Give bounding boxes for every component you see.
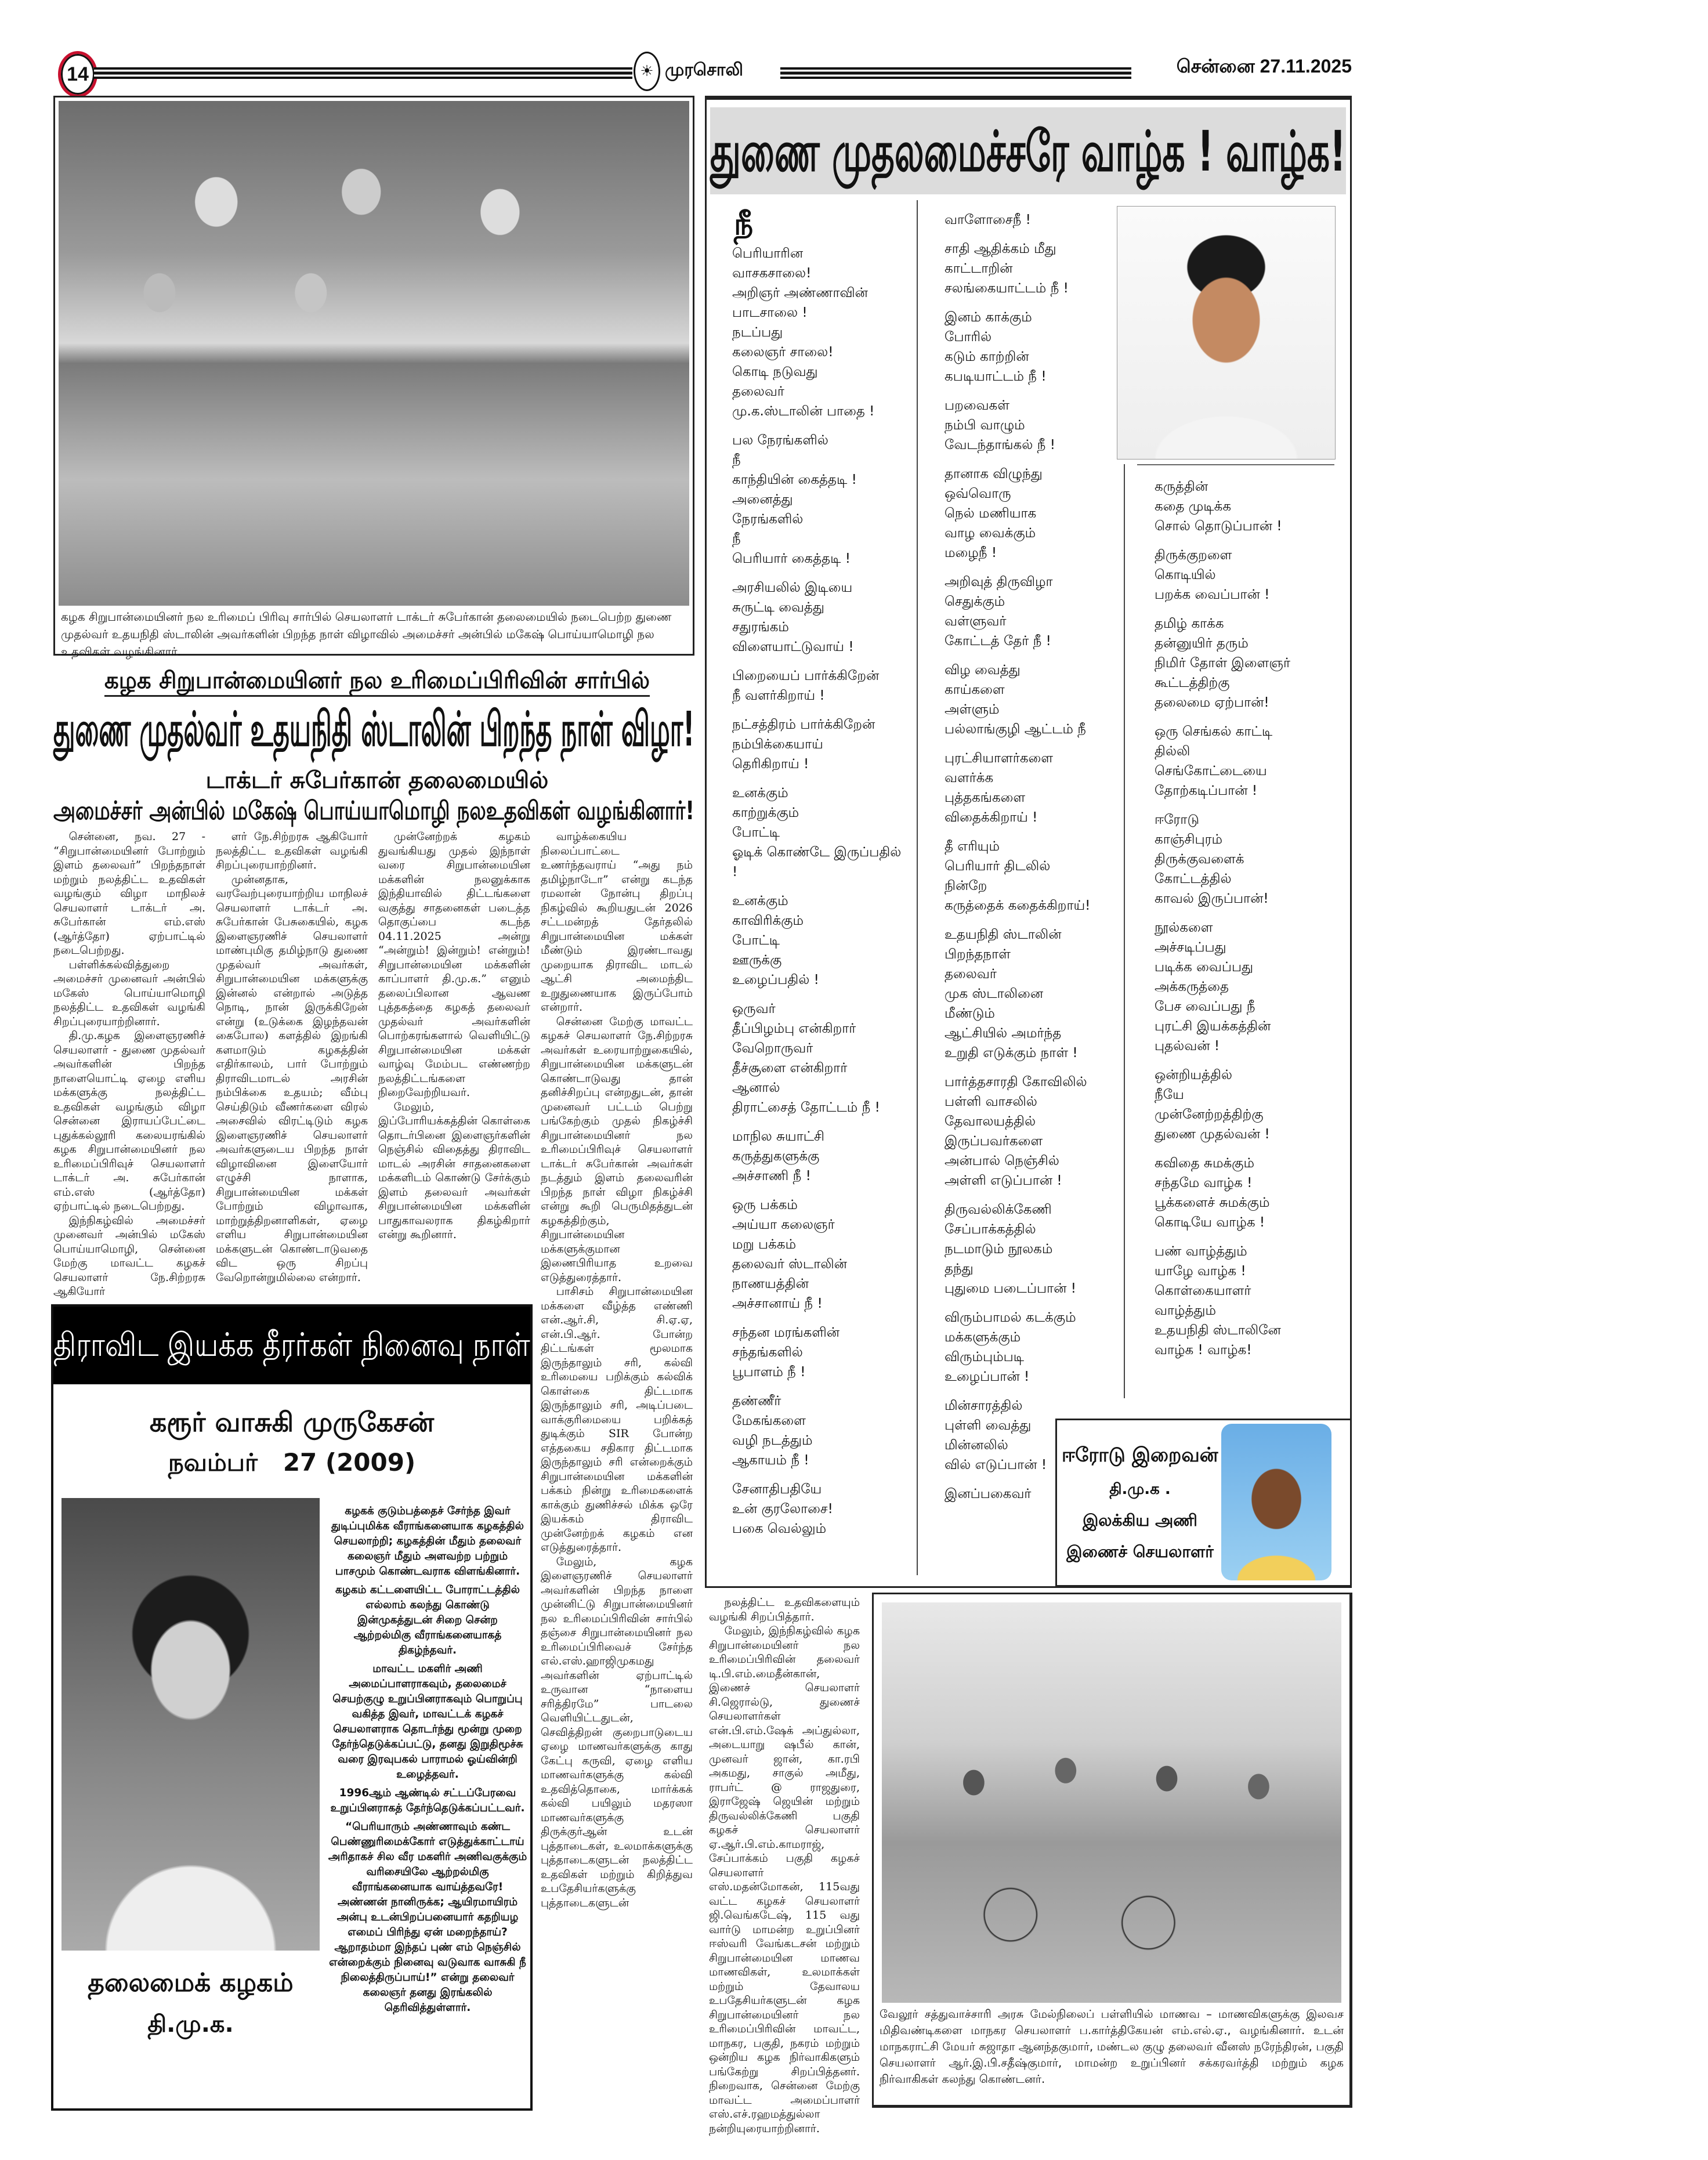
poem-line: தேவாலயத்தில் [945,1114,1036,1129]
poem-line: திருவல்லிக்கேணி [945,1202,1052,1217]
poem-line: உனக்கும் [732,893,788,909]
bicycle-distribution-photo [882,1602,1341,2003]
poem-line: தண்ணீர் [732,1394,781,1409]
poem-line: போட்டி [732,933,780,948]
poem-line: பெரியார் கைத்தடி ! [732,551,851,566]
article-paragraph: மேலும், இப்போரியக்கத்தின் கொள்கை தொடர்பினை இளைஞர்களின் நெஞ்சில் விதைத்து திராவிட மாடல் அரசின் சாதனைகளை மக்களிடம் கொண்டு சேர்க்கும் இளம் தலைவர் அவர்கள் சிறுபான்மையின மக்களின் பாதுகாவலராக திகழ்கிறார் என்று கூறினார். [378,1100,530,1241]
poem-stanza [1155,722,1341,801]
poem-line: வழி நடத்தும் [732,1433,813,1448]
article-paragraph: தி.மு.கழக இளைஞரணிச் செயலாளர் - துணை முதல்வர் அவர்களின் பிறந்த நாளையொட்டி ஏழை எளிய மக்களுக்கு நலத்திட்ட உதவிகள் வழங்கும் விழா சென்னை இராயப்பேட்டை புதுக்கல்லூரி கலையரங்கில் கழக சிறுபான்மையினர் நல உரிமைப்பிரிவுச் செயலாளர் டாக்டர் அ. சுபேர்கான் எம்.எஸ் (ஆர்த்தோ) ஏற்பாட்டில் நடைபெற்றது. [53,1029,205,1213]
poem-stanza [732,1479,910,1539]
author-wing-wrap [1062,1511,1218,1539]
article-paragraph: பள்ளிக்கல்வித்துறை அமைச்சர் முனைவர் அன்பில் மகேஸ் பொய்யாமொழி நலத்திட்ட உதவிகள் வழங்கி சிறப்புரையாற்றினார். [53,958,205,1028]
poem-line: அச்சானாய் நீ ! [732,1296,823,1311]
poem-line: தெரிகிறாய் ! [732,757,809,772]
poem-line: நம்பி வாழும் [945,418,1025,433]
author-role-wrap [1062,1542,1218,1570]
poem-line: ஆனால் [732,1080,780,1095]
poem-stanza [732,244,910,421]
poem-line: பண் வாழ்த்தும் [1155,1244,1247,1259]
poem-line: ஆகாயம் நீ ! [732,1453,809,1468]
poem-stanza [1155,1065,1341,1144]
memorial-paragraph: “பெரியாரும் அண்ணாவும் கண்ட பெண்ணுரிமைக்கோர் எடுத்துக்காட்டாய் அரிதாகச் சில வீர மகளிர் அணிவகுக்கும் வரிசையிலே ஆற்றல்மிகு வீராங்கனையாக வாய்த்தவரே! அண்ணன் நானிருக்க; ஆயிரமாயிரம் அன்பு உடன்பிறப்பனையார் கதறியழ எமைப் பிரிந்து ஏன் மறைந்தாய்? ஆறாதம்மா இந்தப் புண் எம் நெஞ்சில் என்றைக்கும் நினைவு வடுவாக வாசுகி நீ நிலைத்திருப்பாய்!” என்று தலைவர் கலைஞர் தனது இரங்கலில் தெரிவித்துள்ளார். [328,1821,527,2014]
poem-line: கருத்தின் [1155,479,1208,494]
article-paragraph: மேலும், கழக இளைஞரணிச் செயலாளர் அவர்களின் பிறந்த நாளை முன்னிட்டு சிறுபான்மையினர் நல உரிமைப்பிரிவின் சார்பில் தஞ்சை சிறுபான்மையினர் நல உரிமைப்பிரிவைச் சேர்ந்த எல்.எஸ்.ஹாஜிமுகமது அவர்களின் ஏற்பாட்டில் உருவான “நாளைய சரித்திரமே” பாடலை வெளியிட்டதுடன், செவித்திறன் குறைபாடுடைய ஏழை மாணவர்களுக்கு காது கேட்பு கருவி, ஏழை எளிய மாணவர்களுக்கு கல்வி உதவித்தொகை, மார்க்கக் கல்வி பயிலும் மதரஸா மாணவர்களுக்கு திருக்குர்ஆன் உடன் புத்தாடைகள், உலமாக்களுக்கு புத்தாடைகளுடன் நலத்திட்ட உதவிகள் மற்றும் கிறித்துவ உபதேசியர்களுக்கு புத்தாடைகளுடன் [541,1555,693,1909]
article-subhead-1-wrap [203,767,551,796]
memorial-date-wrap [53,1448,530,1489]
poem-column-a [732,244,910,1548]
poem-stanza [732,715,910,774]
poem-line: நேரங்களில் [732,512,804,527]
memorial-paragraph: 1996ஆம் ஆண்டில் சட்டப்பேரவை உறுப்பினராகத் தேர்ந்தெடுக்கப்பட்டவர். [330,1787,525,1814]
article-headline: துணை முதல்வர் உதயநிதி ஸ்டாலின் பிறந்த நாள் விழா! [53,702,695,757]
poem-stanza [945,572,1114,651]
poem-line: ஒன்றியத்தில் [1155,1068,1233,1083]
article-column-2 [216,830,368,1294]
poem-line: வில் எடுப்பான் ! [945,1457,1047,1472]
poem-stanza [732,783,910,882]
header-rule-right [780,67,1131,79]
poem-line: சாதி ஆதிக்கம் மீது [945,241,1056,256]
poem-line: பெரியாரின [732,246,804,261]
poem-line: பிறந்தநாள் [945,947,1011,962]
poem-line: அச்சடிப்பது [1155,940,1226,955]
poem-line: ஊருக்கு [732,953,782,968]
poem-line: சுருட்டி வைத்து [732,600,824,615]
author-portrait-photo [1221,1424,1331,1580]
poem-line: தீ எரியும் [945,839,1000,854]
poem-line: அன்பால் நெஞ்சில் [945,1153,1059,1168]
poem-line: பறவைகள் [945,398,1010,413]
poem-line: பேச வைப்பது நீ [1155,999,1255,1014]
poem-line: இனப்பகைவர் [945,1486,1032,1501]
poem-line: தில்லி [1155,744,1190,759]
poem-line: ஈரோடு [1155,812,1199,827]
poem-line: கடும் காற்றின் [945,349,1029,364]
poem-stanza [732,1323,910,1382]
poem-line: வாசகசாலை! [732,266,812,281]
poem-line: பாடசாலை ! [732,305,808,320]
author-party-wrap [1062,1481,1218,1507]
poem-line: நீ வளர்கிறாய் ! [732,688,825,703]
poem-line: யாழே வாழ்க ! [1155,1264,1246,1279]
page-number-badge [58,51,97,97]
poem-line: மக்களுக்கும் [945,1330,1021,1345]
poem-line: மேகங்களை [732,1413,806,1428]
article-kicker: கழக சிறுபான்மையினர் நல உரிமைப்பிரிவின் சார்பில் [104,667,650,694]
article-paragraph: முன்னேற்றக் கழகம் துவங்கியது முதல் இந்நாள் வரை சிறுபான்மையின மக்களின் நலனுக்காக இந்தியாவில் திட்டங்களை வகுத்து சாதனைகள் படைத்த தொகுப்பை கடந்த 04.11.2025 அன்று “அன்றும்! இன்றும்! என்றும்! சிறுபான்மையின மக்களின் காப்பாளர் தி.மு.க.” எனும் தலைப்பிலான ஆவண புத்தகத்தை கழகத் தலைவர் முதல்வர் அவர்களின் பொற்கரங்களால் வெளியிட்டு சிறுபான்மையின மக்கள் வாழ்வு மேம்பட எண்ணற்ற நலத்திட்டங்களை நிறைவேற்றியவர். [378,830,530,1099]
poem-line: காட்டாறின் [945,261,1013,276]
poem-line: திருக்குறளை [1155,548,1232,563]
poem-stanza [945,307,1114,386]
poem-stanza [1155,614,1341,712]
poem-stanza [1155,477,1341,536]
poem-title-banner [710,107,1346,194]
poem-line: கவிதை சுமக்கும் [1155,1156,1254,1171]
poem-stanza [945,1072,1114,1191]
photo-rule [1137,464,1334,465]
poem-line: உன் குரலோசை! [732,1501,833,1517]
poem-line: காந்தியின் கைத்தடி ! [732,472,857,487]
article-paragraph: சென்னை, நவ. 27 - “சிறுபான்மையினர் போற்றும் இளம் தலைவர்” பிறந்தநாள் மற்றும் நலத்திட்ட உதவிகள் வழங்கும் விழா மாநிலச் செயலாளர் டாக்டர் அ. சுபேர்கான் எம்.எஸ் (ஆர்த்தோ) ஏற்பாட்டில் நடைபெற்றது. [53,830,205,957]
article-paragraph: வாழ்க்கையிய நிலைப்பாட்டை உணர்ந்தவராய் “அது நம் தமிழ்நாடோ” என்று கடந்த ரமலான் நோன்பு திறப்பு நிகழ்வில் கூறியதுடன் 2026 சட்டமன்றத் தேர்தலில் சிறுபான்மையின மக்கள் மீண்டும் இரண்டாவது முறையாக திராவிட மாடல் ஆட்சி அமைந்திட உறுதுணையாக இருப்போம் என்றார். [541,830,693,1014]
article-paragraph: மேலும், இந்நிகழ்வில் கழக சிறுபான்மையினர் நல உரிமைப்பிரிவின் தலைவர் டி.பி.எம்.மைதீன்கான், இணைச் செயலாளர் சி.ஜெரால்டு, துணைச் செயலாளர்கள் என்.பி.எம்.ஷேக் அப்துல்லா, அடையாறு ஷபீல் கான், முனவர் ஜான், கா.ரபி அகமது, சாகுல் அமீது, ராபர்ட் @ ராஜதுரை, இராஜேஷ் ஜெயின் மற்றும் திருவல்லிக்கேணி பகுதி கழகச் செயலாளர் ஏ.ஆர்.பி.எம்.காமராஜ், சேப்பாக்கம் பகுதி கழகச் செயலாளர் எஸ்.மதன்மோகன், 115வது வட்ட கழகச் செயலாளர் ஜி.வெங்கடேஷ், 115 வது வார்டு மாமன்ற உறுப்பினர் ஈஸ்வரி வேங்கடசன் மற்றும் சிறுபான்மையின மாணவ மாணவிகள், உலமாக்கள் மற்றும் தேவாலய உபதேசியர்களுடன் கழக சிறுபான்மையினர் நல உரிமைப்பிரிவின் மாவட்ட, மாநகர, பகுதி, நகரம் மற்றும் ஒன்றிய கழக நிர்வாகிகளும் பங்கேற்று சிறப்பித்தனர். நிறைவாக, சென்னை மேற்கு மாவட்ட அமைப்பாளர் எஸ்.எச்.ரஹமத்துல்லா நன்றியுரையாற்றினார். [709,1624,860,2135]
poem-stanza [945,748,1114,827]
poem-line: கருத்தைக் கதைக்கிறாய்! [945,898,1091,913]
poem-line: அரசியலில் இடியை [732,580,853,595]
article-column-4 [541,830,693,2106]
poem-stanza [732,1195,910,1314]
poem-line: அறிவுத் திருவிழா [945,574,1053,589]
top-photo-box [53,96,694,659]
poem-line: நெல் மணியாக [945,506,1037,521]
poem-line: பல்லாங்குழி ஆட்டம் நீ [945,722,1086,737]
event-photo [59,101,689,606]
poem-line: திராட்சைத் தோட்டம் நீ ! [732,1100,880,1115]
poem-line: கொடி நடுவது [732,364,818,379]
poem-line: பெரியார் திடலில் [945,859,1051,874]
memorial-signature-1-wrap [61,1968,320,2005]
poem-line: கருத்துகளுக்கு [732,1149,820,1164]
poem-line: வாழ வைக்கும் [945,526,1036,541]
poem-stanza [1155,1153,1341,1232]
article-paragraph: முன்னதாக, வரவேற்புரையாற்றிய மாநிலச் செயலாளர் டாக்டர் அ. சுபேர்கான் பேசுகையில், கழக இளைஞரணிச் செயலாளர் மாண்புமிகு தமிழ்நாடு துணை முதல்வர் அவர்கள், சிறுபான்மையின மக்களுக்கு இன்னல் என்றால் அடுத்த நொடி, நான் இருக்கிறேன் என்று (உடுக்கை இழந்தவன் கைபோல) களத்தில் இறங்கி களமாடும் கழகத்தின் எதிர்காலம், பார் போற்றும் திராவிடமாடல் அரசின் நம்பிக்கை உதயம்; வீம்பு செய்திடும் வீணர்களை விரல் அசைவில் விரட்டிடும் கழக இளைஞரணிச் செயலாளர் அவர்களுடைய பிறந்த நாள் விழாவினை இளையோர் எழுச்சி நாளாக, சிறுபான்மையின மக்கள் போற்றும் விழாவாக, மாற்றுத்திறனாளிகள், ஏழை எளிய சிறுபான்மையின மக்களுடன் கொண்டாடுவதை விட ஒரு சிறப்பு வேறொன்றுமில்லை என்றார். [216,873,368,1284]
poem-line: வாழ்க ! வாழ்க! [1155,1343,1252,1358]
poem-column-divider [1124,464,1125,1398]
poem-line: கொடியே வாழ்க ! [1155,1215,1265,1230]
memorial-date: நவம்பர் 27 (2009) [168,1448,416,1477]
poem-line: நடப்பது [732,325,783,340]
poem-stanza [945,1308,1114,1387]
author-party: தி.மு.க . [1109,1481,1171,1498]
memorial-paragraph: மாவட்ட மகளிர் அணி அமைப்பாளராகவும், தலைமைச் செயற்குழு உறுப்பினராகவும் பொறுப்பு வகித்த இவர், மாவட்டக் கழகச் செயலாளராக தொடர்ந்து மூன்று முறை தேர்ந்தெடுக்கப்பட்டு, தனது இறுதிமூச்சு வரை இரவுபகல் பாராமல் ஓய்வின்றி உழைத்தவர். [332,1663,523,1781]
memorial-box [51,1304,533,2111]
poem-line: புரட்சியாளர்களை [945,751,1054,766]
poem-line: உறுதி எடுக்கும் நாள் ! [945,1045,1078,1061]
poem-line: தமிழ் காக்க [1155,616,1224,631]
memorial-name-wrap [53,1406,530,1446]
poem-line: விதைக்கிறாய் ! [945,810,1038,825]
poem-line: நின்றே [945,878,987,893]
poem-line: புதல்வன் ! [1155,1039,1220,1054]
poem-line: காவிரிக்கும் [732,913,804,928]
poem-line: புத்தகங்களை [945,790,1026,805]
poem-line: போட்டி [732,825,780,840]
author-name: ஈரோடு இறைவன் [1062,1443,1218,1467]
poem-line: பார்த்தசாரதி கோவிலில் [945,1074,1087,1090]
article-subhead-2-wrap [53,796,694,828]
memorial-name: கரூர் வாசுகி முருகேசன் [149,1406,435,1438]
article-subhead-2: அமைச்சர் அன்பில் மகேஷ் பொய்யாமொழி நலஉதவிகள் வழங்கினார்! [53,796,694,826]
poem-line: மறு பக்கம் [732,1237,797,1252]
poem-line: பகை வெல்லும் [732,1521,827,1536]
poem-line: சொல் தொடுப்பான் ! [1155,519,1282,534]
article-column-1 [53,830,205,1298]
poem-line: அய்யா கலைஞர் [732,1217,835,1232]
poem-line: விழ வைத்து [945,663,1021,678]
poem-column-divider [917,200,918,1575]
poem-line: செதுக்கும் [945,594,1005,609]
poem-line: காவல் இருப்பான்! [1155,891,1269,906]
memorial-paragraph: கழகம் கட்டளையிட்ட போராட்டத்தில் எல்லாம் கலந்து கொண்டு இன்முகத்துடன் சிறை சென்ற ஆற்றல்மிகு வீராங்கனையாகத் திகழ்ந்தவர். [335,1584,520,1656]
poem-line: நீயே [1155,1087,1184,1102]
poem-line: வாளோசைநீ ! [945,212,1031,227]
poem-line: நாணயத்தின் [732,1276,809,1291]
poem-line: ஒரு செங்கல் காட்டி [1155,724,1273,739]
memorial-text [327,1504,528,2019]
poem-line: தீச்சூளை என்கிறார் [732,1061,848,1076]
poem-line: மின்னலில் [945,1438,1008,1453]
memorial-banner [53,1307,530,1384]
poem-line: இனம் காக்கும் [945,310,1032,325]
poem-line: வள்ளுவர் [945,614,1007,629]
poem-line: தலைமை ஏற்பான்! [1155,695,1269,710]
poem-line: கோட்டத்தில் [1155,871,1232,887]
poem-line: நிமிர் தோள் இளைஞர் [1155,656,1291,671]
article-paragraph: இந்நிகழ்வில் அமைச்சர் முனைவர் அன்பில் மகேஸ் பொய்யாமொழி, சென்னை மேற்கு மாவட்ட கழகச் செயலாளர் நே.சிற்றரசு ஆகியோர் [53,1214,205,1298]
poem-line: பள்ளி வாசலில் [945,1094,1037,1109]
poem-line: அறிஞர் அண்ணாவின் [732,285,868,301]
article-paragraph: நலத்திட்ட உதவிகளையும் வழங்கி சிறப்பித்தார். [709,1596,860,1623]
poem-line: கலைஞர் சாலை! [732,345,834,360]
poem-stanza [732,666,910,705]
poem-line: காஞ்சிபுரம் [1155,832,1222,847]
poem-stanza [945,239,1114,298]
poem-line: பறக்க வைப்பான் ! [1155,587,1270,602]
poem-line: ஆட்சியில் அமர்ந்த [945,1026,1062,1041]
poem-line: அக்கருத்தை [1155,979,1229,994]
poem-line: விளையாட்டுவாய் ! [732,639,854,654]
memorial-signature-2-wrap [61,2011,320,2046]
poem-stanza [945,464,1114,563]
edition-date: சென்னை 27.11.2025 [1176,56,1352,77]
poem-line: ஒருவர் [732,1001,776,1016]
poem-line: சந்தமே வாழ்க ! [1155,1175,1253,1191]
poem-stanza [1155,545,1341,605]
poem-line: போரில் [945,330,992,345]
poem-opening-word: நீ [734,207,754,242]
poem-line: கொடியில் [1155,567,1216,582]
poem-stanza [945,837,1114,916]
article-column-3 [378,830,530,1294]
rising-sun-emblem-icon: ☀ [634,52,660,91]
poem-stanza [1155,1242,1341,1360]
top-photo-caption: கழக சிறுபான்மையினர் நல உரிமைப் பிரிவு சார்பில் செயலாளர் டாக்டர் சுபேர்கான் தலைமையில் நடைபெற்ற துணை முதல்வர் உதயநிதி ஸ்டாலின் அவர்களின் பிறந்த நாள் விழாவில் அமைச்சர் அன்பில் மகேஷ் பொய்யாமொழி நல உதவிகள் வழங்கினார். [61,610,672,659]
poem-line: காய்களை [945,682,1005,697]
article-subhead-1: டாக்டர் சுபேர்கான் தலைமையில் [205,767,549,794]
memorial-paragraph: கழகக் குடும்பத்தைச் சேர்ந்த இவர் துடிப்புமிக்க வீராங்கனையாக கழகத்தில் செயலாற்றி; கழகத்தின் மீதும் தலைவர் கலைஞர் மீதும் அளவற்ற பற்றும் பாசமும் கொண்டவராக விளங்கினார். [331,1505,524,1578]
article-headline-wrap [53,702,694,763]
poem-line: முன்னேற்றத்திற்கு [1155,1107,1264,1122]
poem-stanza [945,396,1114,455]
paper-name: முரசொலி [665,60,743,79]
poem-line: அனைத்து [732,492,793,507]
poem-line: வாழ்த்தும் [1155,1303,1216,1318]
poem-line: வளர்க்க [945,770,994,786]
poem-line: உதயநிதி ஸ்டாலினே [1155,1323,1281,1338]
poem-line: நம்பிக்கையாய் [732,737,823,752]
poem-line: சேனாதிபதியே [732,1482,822,1497]
poem-line: தோற்கடிப்பான் ! [1155,783,1258,798]
poem-line: பூக்களைச் சுமக்கும் [1155,1195,1270,1210]
poem-line: முக ஸ்டாலினை [945,986,1044,1001]
author-role: இணைச் செயலாளர் [1066,1542,1214,1561]
poem-column-b [945,210,1114,1513]
article-column-5 [709,1595,860,2135]
poem-line: மின்சாரத்தில் [945,1398,1023,1413]
poem-line: நீ [732,531,741,547]
poem-line: அள்ளும் [945,702,1000,717]
poem-line: பல நேரங்களில் [732,433,828,448]
poem-stanza [945,210,1114,230]
memorial-signature-2: தி.மு.க. [147,2011,234,2038]
bottom-photo-caption: வேலூர் சத்துவாச்சாரி அரசு மேல்நிலைப் பள்ளியில் மாணவ – மாணவிகளுக்கு இலவச மிதிவண்டிகளை மாநகர செயலாளர் ப.கார்த்திகேயன் எம்.எல்.ஏ., வழங்கினார். உடன் மாநகராட்சி மேயர் சுஜாதா ஆனந்தகுமார், மண்டல குழு தலைவர் வீனஸ் நரேந்திரன், பகுதி செயலாளர் ஆர்.இ.பி.சதீஷ்குமார், மாமன்ற உறுப்பினர் சக்கரவர்த்தி மற்றும் கழக நிர்வாகிகள் கலந்து கொண்டனர். [880,2007,1344,2086]
poem-column-c [1155,477,1341,1369]
poem-line: புதுமை படைப்பான் ! [945,1281,1076,1296]
poem-line: உழைப்பதில் ! [732,972,819,987]
poem-line: செங்கோட்டையை [1155,764,1267,779]
poem-line: கபடியாட்டம் நீ ! [945,369,1047,384]
poem-stanza [945,925,1114,1063]
poem-line: திருக்குவளைக் [1155,852,1244,867]
poem-line: கோட்டத் தேர் நீ ! [945,634,1051,649]
poem-line: தலைவர் [732,384,784,399]
poem-stanza [732,430,910,569]
poem-stanza [1155,918,1341,1056]
poem-line: உதயநிதி ஸ்டாலின் [945,927,1062,942]
poem-line: தானாக விழுந்து [945,466,1043,482]
poem-line: காற்றுக்கும் [732,805,799,820]
poem-author-box [1055,1419,1352,1587]
poem-line: இருப்பவர்களை [945,1134,1043,1149]
poem-line: நீ [732,453,741,468]
poem-line: புள்ளி வைத்து [945,1418,1032,1433]
poem-line: சேப்பாக்கத்தில் [945,1222,1036,1237]
poem-line: மீண்டும் [945,1006,995,1021]
poem-stanza [732,578,910,657]
poem-line: நூல்களை [1155,920,1213,935]
memorial-portrait-photo [61,1498,320,1951]
article-paragraph: சென்னை மேற்கு மாவட்ட கழகச் செயலாளர் நே.சிற்றரசு அவர்கள் உரையாற்றுகையில், சிறுபான்மையின மக்களுடன் கொண்டாடுவது தான் தனிச்சிறப்பு என்றதுடன், தான் முனைவர் பட்டம் பெற்று பங்கேற்கும் முதல் நிகழ்ச்சி சிறுபான்மையினர் நல உரிமைப்பிரிவுச் செயலாளர் டாக்டர் சுபேர்கான் அவர்கள் நடத்தும் இளம் தலைவரின் பிறந்த நாள் விழா நிகழ்ச்சி என்று கூறி பெருமிதத்துடன் கழகத்திற்கும், சிறுபான்மையின மக்களுக்குமான இணைபிரியாத உறவை எடுத்துரைத்தார். [541,1015,693,1284]
poem-line: கொள்கையாளர் [1155,1283,1251,1298]
poem-stanza [732,1391,910,1470]
poem-line: வேறொருவர் [732,1041,813,1056]
page-number: 14 [67,63,89,85]
poem-line: நடமாடும் நூலகம் [945,1242,1053,1257]
poem-stanza [732,999,910,1117]
poem-line: கூட்டத்திற்கு [1155,675,1230,690]
poem-line: ஓடிக் கொண்டே இருப்பதில் ! [732,845,902,880]
article-paragraph: பாசிசம் சிறுபான்மையின மக்களை வீழ்த்த எண்ணி என்.ஆர்.சி, சி.ஏ.ஏ, என்.பி.ஆர். போன்ற திட்டங்கள் மூலமாக இருந்தாலும் சரி, கல்வி உரிமையை பறிக்கும் கல்விக் கொள்கை திட்டமாக இருந்தாலும் சரி, அடிப்படை வாக்குரிமையை பறிக்கத் துடிக்கும் SIR போன்ற எத்தகைய சதிகார திட்டமாக இருந்தாலும் சரி என்றைக்கும் சிறுபான்மையின மக்களின் பக்கம் நின்று உரிமைகளைக் காக்கும் துணிச்சல் மிக்க ஒரே இயக்கம் திராவிட முன்னேற்றக் கழகம் என எடுத்துரைத்தார். [541,1285,693,1554]
poem-line: தன்னுயிர் தரும் [1155,636,1249,651]
poem-line: பூபாளம் நீ ! [732,1365,806,1380]
poem-line: சலங்கையாட்டம் நீ ! [945,281,1069,296]
poem-line: படிக்க வைப்பது [1155,960,1254,975]
poem-line: கதை முடிக்க [1155,499,1232,514]
poem-line: ஒவ்வொரு [945,486,1011,501]
poem-line: புரட்சி இயக்கத்தின் [1155,1019,1271,1034]
poem-line: மழைநீ ! [945,545,997,560]
poem-stanza [732,1127,910,1186]
poem-line: உனக்கும் [732,786,788,801]
poem-line: சந்தங்களில் [732,1345,803,1360]
poem-line: உழைப்பான் ! [945,1369,1030,1384]
article-paragraph: ளர் நே.சிற்றரசு ஆகியோர் நலத்திட்ட உதவிகள் வழங்கி சிறப்புரையாற்றினர். [216,830,368,871]
memorial-banner-text: திராவிட இயக்க தீரர்கள் நினைவு நாள் [53,1326,530,1364]
poem-stanza [732,891,910,990]
poem-stanza [1155,810,1341,909]
author-name-wrap [1062,1443,1218,1476]
bottom-photo-box [872,1593,1352,2108]
poem-line: அள்ளி எடுப்பான் ! [945,1173,1062,1188]
poem-line: மு.க.ஸ்டாலின் பாதை ! [732,404,875,419]
poem-line: வேடந்தாங்கல் நீ ! [945,437,1055,453]
masthead-logo [634,51,779,92]
poem-line: விரும்பாமல் கடக்கும் [945,1310,1076,1325]
author-wing: இலக்கிய அணி [1083,1511,1197,1530]
udhayanidhi-portrait-photo [1117,206,1336,460]
poem-line: தந்து [945,1261,974,1276]
poem-title: துணை முதலமைச்சரே வாழ்க ! வாழ்க! [710,119,1346,184]
poem-stanza [945,1200,1114,1298]
poem-line: துணை முதல்வன் ! [1155,1127,1270,1142]
article-kicker-wrap [104,667,650,697]
poem-line: தலைவர் [945,967,997,982]
poem-line: தீப்பிழம்பு என்கிறார் [732,1021,856,1036]
poem-line: நட்சத்திரம் பார்க்கிறேன் [732,717,875,732]
poem-line: ஒரு பக்கம் [732,1197,798,1213]
poem-line: பிறையைப் பார்க்கிறேன் [732,668,880,683]
poem-stanza [945,660,1114,739]
poem-line: அச்சாணி நீ ! [732,1168,811,1184]
poem-line: சதுரங்கம் [732,620,789,635]
header-rule-left [94,67,632,79]
poem-line: விரும்பும்படி [945,1349,1025,1365]
poem-line: மாநில சுயாட்சி [732,1129,825,1144]
memorial-signature-1: தலைமைக் கழகம் [88,1968,294,1998]
poem-line: தலைவர் ஸ்டாலின் [732,1257,847,1272]
poem-line: சந்தன மரங்களின் [732,1325,840,1340]
